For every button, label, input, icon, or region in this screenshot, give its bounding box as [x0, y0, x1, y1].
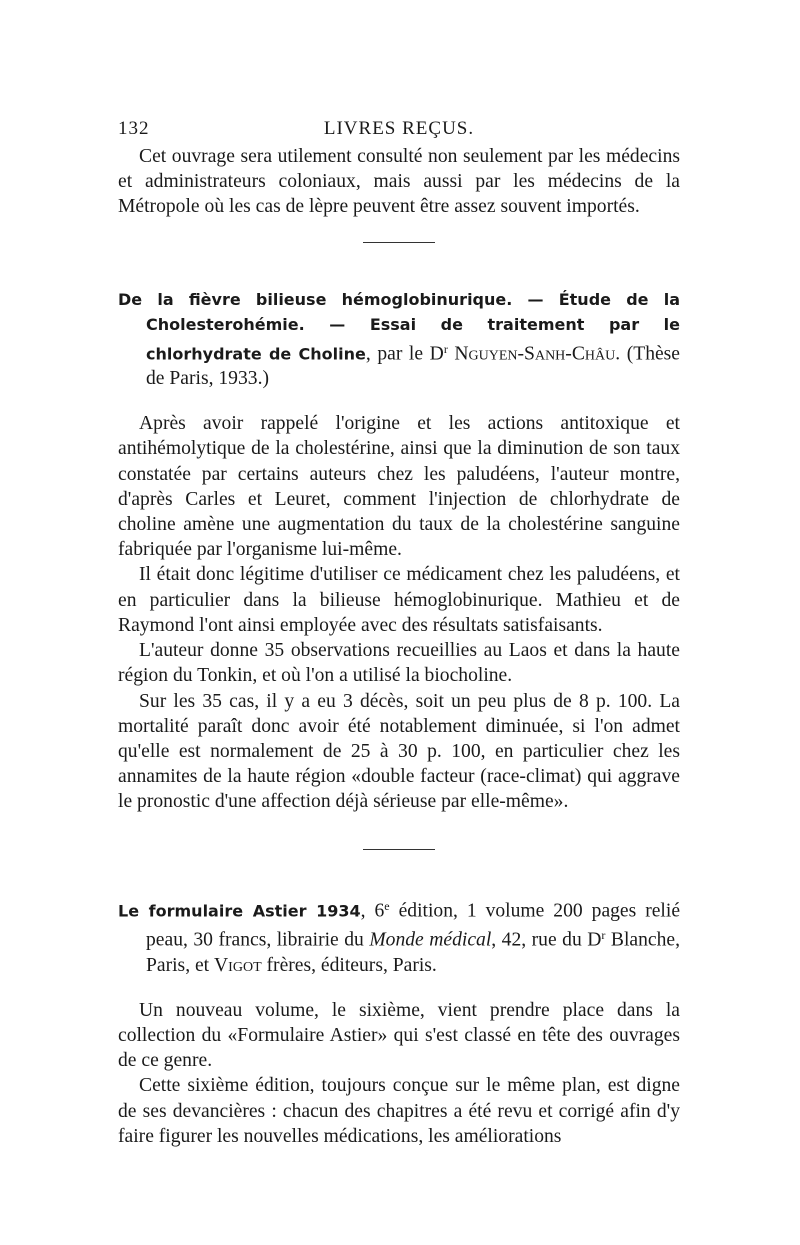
entry-2-paragraph: Un nouveau volume, le sixième, vient prendre place dans la collection du «Formulaire Astier» qui s'est classé en tête des ouvrages de ce genre. — [118, 999, 680, 1072]
intro-paragraph: Cet ouvrage sera utilement consulté non seulement par les médecins et administrateurs coloniaux, mais aussi par les médecins de la Métropole où les cas de lèpre peuvent être assez souvent importés. — [118, 146, 680, 218]
entry-2-title-bold: Le formulaire Astier 1934 — [118, 901, 361, 921]
entry-2-title — [118, 894, 680, 978]
section-divider — [363, 849, 435, 850]
entry-1-title-text-end: . (Thèse de Paris, 1933.) — [146, 343, 681, 390]
entry-1-title — [118, 287, 680, 392]
book-page — [118, 118, 680, 1149]
entry-2-paragraph: Cette sixième édition, toujours conçue sur le même plan, est digne de ses devancières : chacun des chapitres a été revu et corrigé afin d'y faire figurer les nouvelles médications, les améliorations — [118, 1075, 680, 1147]
entry-1-paragraph: Après avoir rappelé l'origine et les actions antitoxique et antihémolytique de la cholestérine, ainsi que la diminution de son taux constatée par certains auteurs chez les paludéens, l'auteur montre, d'après Carles et Leuret, comment l'injection de chlorhydrate de choline amène une augmentation du taux de la cholestérine sanguine fabriquée par l'organisme lui-même. — [118, 413, 680, 561]
running-title: LIVRES REÇUS. — [323, 118, 475, 139]
entry-2-title-text: Blanche, Paris, et — [146, 929, 680, 976]
entry-2-title-superscript: r — [601, 928, 606, 943]
entry-2-title-text: édition, 1 volume 200 pages relié peau, 30 francs, librairie du — [146, 900, 681, 951]
section-divider — [363, 242, 435, 243]
entry-1-title-text: , par le D — [365, 343, 444, 365]
page-number: 132 — [118, 118, 150, 139]
entry-2-title-text: , 42, rue du D — [491, 929, 602, 951]
entry-1-title-superscript: r — [443, 341, 448, 356]
entry-2-body — [118, 998, 680, 1149]
entry-2-publisher-italic: Monde médical — [369, 929, 492, 951]
entry-1-paragraph: L'auteur donne 35 observations recueillies au Laos et dans la haute région du Tonkin, et où l'on a utilisé la biocholine. — [118, 640, 680, 687]
entry-1-paragraph: Il était donc légitime d'utiliser ce médicament chez les paludéens, et en particulier dans la bilieuse hémoglobinurique. Mathieu et de Raymond l'ont ainsi employée avec des résultats satisfaisants. — [118, 564, 680, 636]
running-head — [118, 118, 680, 144]
entry-2-title-superscript: e — [384, 898, 390, 913]
entry-2-title-text: , 6 — [360, 900, 385, 922]
entry-1-paragraph: Sur les 35 cas, il y a eu 3 décès, soit un peu plus de 8 p. 100. La mortalité paraît donc avoir été notablement diminuée, si l'on admet qu'elle est normalement de 25 à 30 p. 100, en particulier chez les annamites de la haute région «double facteur (race-climat) qui aggrave le pronostic d'une affection déjà sérieuse par elle-même». — [118, 690, 680, 813]
entry-2-title-text: frères, éditeurs, Paris. — [261, 954, 437, 976]
entry-1-title-bold: De la fièvre bilieuse hémoglobinurique. — Étude de la Cholesterohémie. — Essai de traitement par le chlorhydrate de Choline — [118, 289, 680, 364]
entry-1-author: Nguyen-Sanh-Châu — [447, 343, 616, 365]
entry-1-body — [118, 411, 680, 814]
entry-2-publisher-smallcaps: Vigot — [214, 954, 262, 976]
